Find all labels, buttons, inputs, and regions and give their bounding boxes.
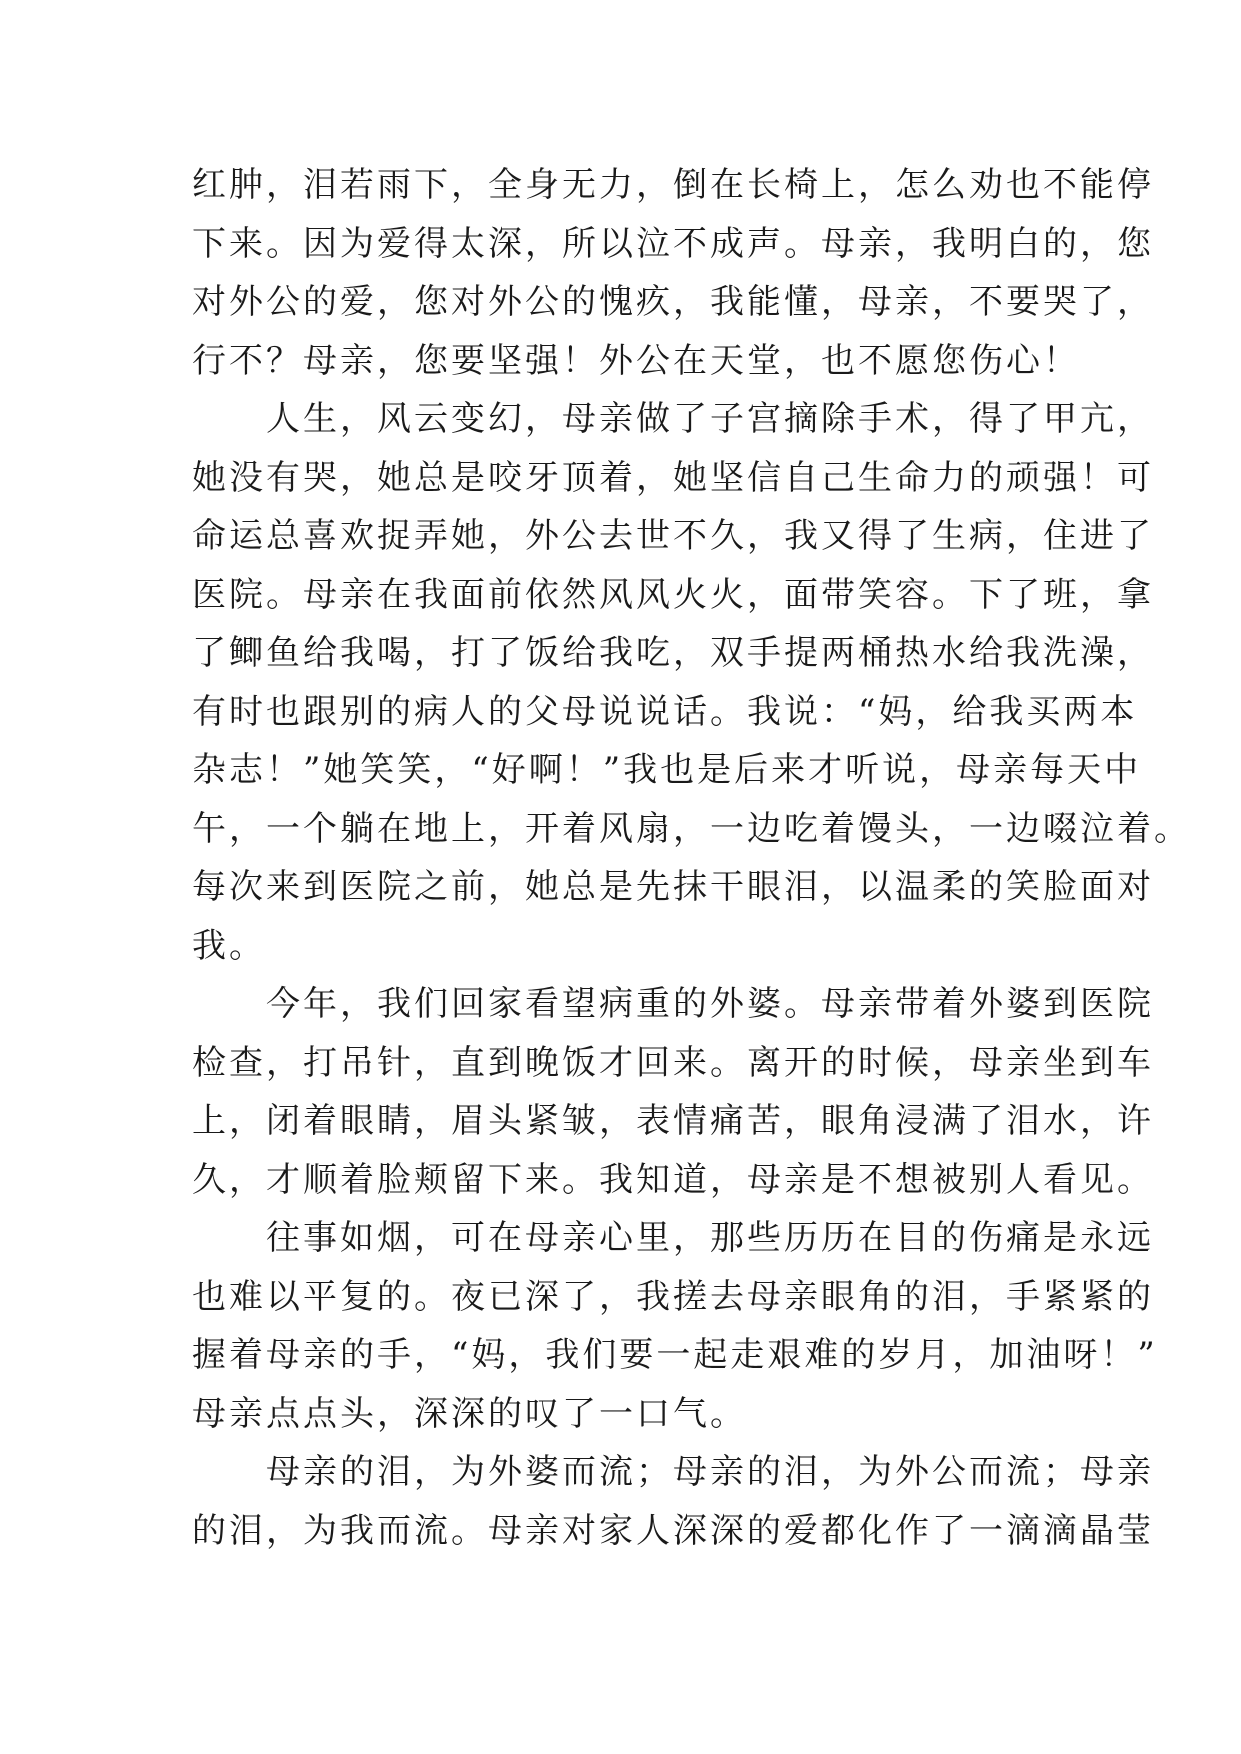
text-line: 医院。母亲在我面前依然风风火火，面带笑容。下了班，拿 [192, 574, 1154, 615]
text-line: 的泪，为我而流。母亲对家人深深的爱都化作了一滴滴晶莹 [192, 1510, 1154, 1551]
text-line: 检查，打吊针，直到晚饭才回来。离开的时候，母亲坐到车 [192, 1042, 1154, 1083]
essay-body [192, 156, 1191, 1560]
paragraph [192, 975, 1154, 1209]
text-line: 有时也跟别的病人的父母说说话。我说：“妈，给我买两本 [192, 691, 1138, 732]
paragraph [192, 390, 1191, 975]
paragraph [192, 1443, 1154, 1560]
text-line: 母亲的泪，为外婆而流；母亲的泪，为外公而流；母亲 [192, 1452, 1154, 1492]
text-line: 母亲点点头，深深的叹了一口气。 [192, 1393, 747, 1434]
paragraph [192, 1209, 1158, 1443]
text-line: 久，才顺着脸颊留下来。我知道，母亲是不想被别人看见。 [192, 1159, 1154, 1200]
text-line: 对外公的爱，您对外公的愧疚，我能懂，母亲，不要哭了， [192, 282, 1154, 322]
text-line: 人生，风云变幻，母亲做了子宫摘除手术，得了甲亢， [192, 399, 1154, 439]
text-line: 我。 [192, 925, 266, 966]
text-line: 杂志！”她笑笑，“好啊！”我也是后来才听说，母亲每天中 [192, 750, 1142, 790]
text-line: 下来。因为爱得太深，所以泣不成声。母亲，我明白的，您 [192, 223, 1154, 264]
text-line: 握着母亲的手，“妈，我们要一起走艰难的岁月，加油呀！” [192, 1335, 1158, 1375]
text-line: 今年，我们回家看望病重的外婆。母亲带着外婆到医院 [192, 984, 1154, 1024]
paragraph [192, 156, 1154, 390]
text-line: 红肿，泪若雨下，全身无力，倒在长椅上，怎么劝也不能停 [192, 165, 1154, 205]
text-line: 上，闭着眼睛，眉头紧皱，表情痛苦，眼角浸满了泪水，许 [192, 1101, 1154, 1141]
text-line: 她没有哭，她总是咬牙顶着，她坚信自己生命力的顽强！可 [192, 457, 1154, 498]
text-line: 行不？母亲，您要坚强！外公在天堂，也不愿您伤心！ [192, 340, 1080, 381]
text-line: 了鲫鱼给我喝，打了饭给我吃，双手提两桶热水给我洗澡， [192, 633, 1154, 673]
text-line: 命运总喜欢捉弄她，外公去世不久，我又得了生病，住进了 [192, 516, 1154, 556]
text-line: 每次来到医院之前，她总是先抹干眼泪，以温柔的笑脸面对 [192, 867, 1154, 907]
text-line: 午，一个躺在地上，开着风扇，一边吃着馒头，一边啜泣着。 [192, 808, 1191, 849]
text-line: 也难以平复的。夜已深了，我搓去母亲眼角的泪，手紧紧的 [192, 1276, 1154, 1317]
text-line: 往事如烟，可在母亲心里，那些历历在目的伤痛是永远 [192, 1218, 1154, 1258]
